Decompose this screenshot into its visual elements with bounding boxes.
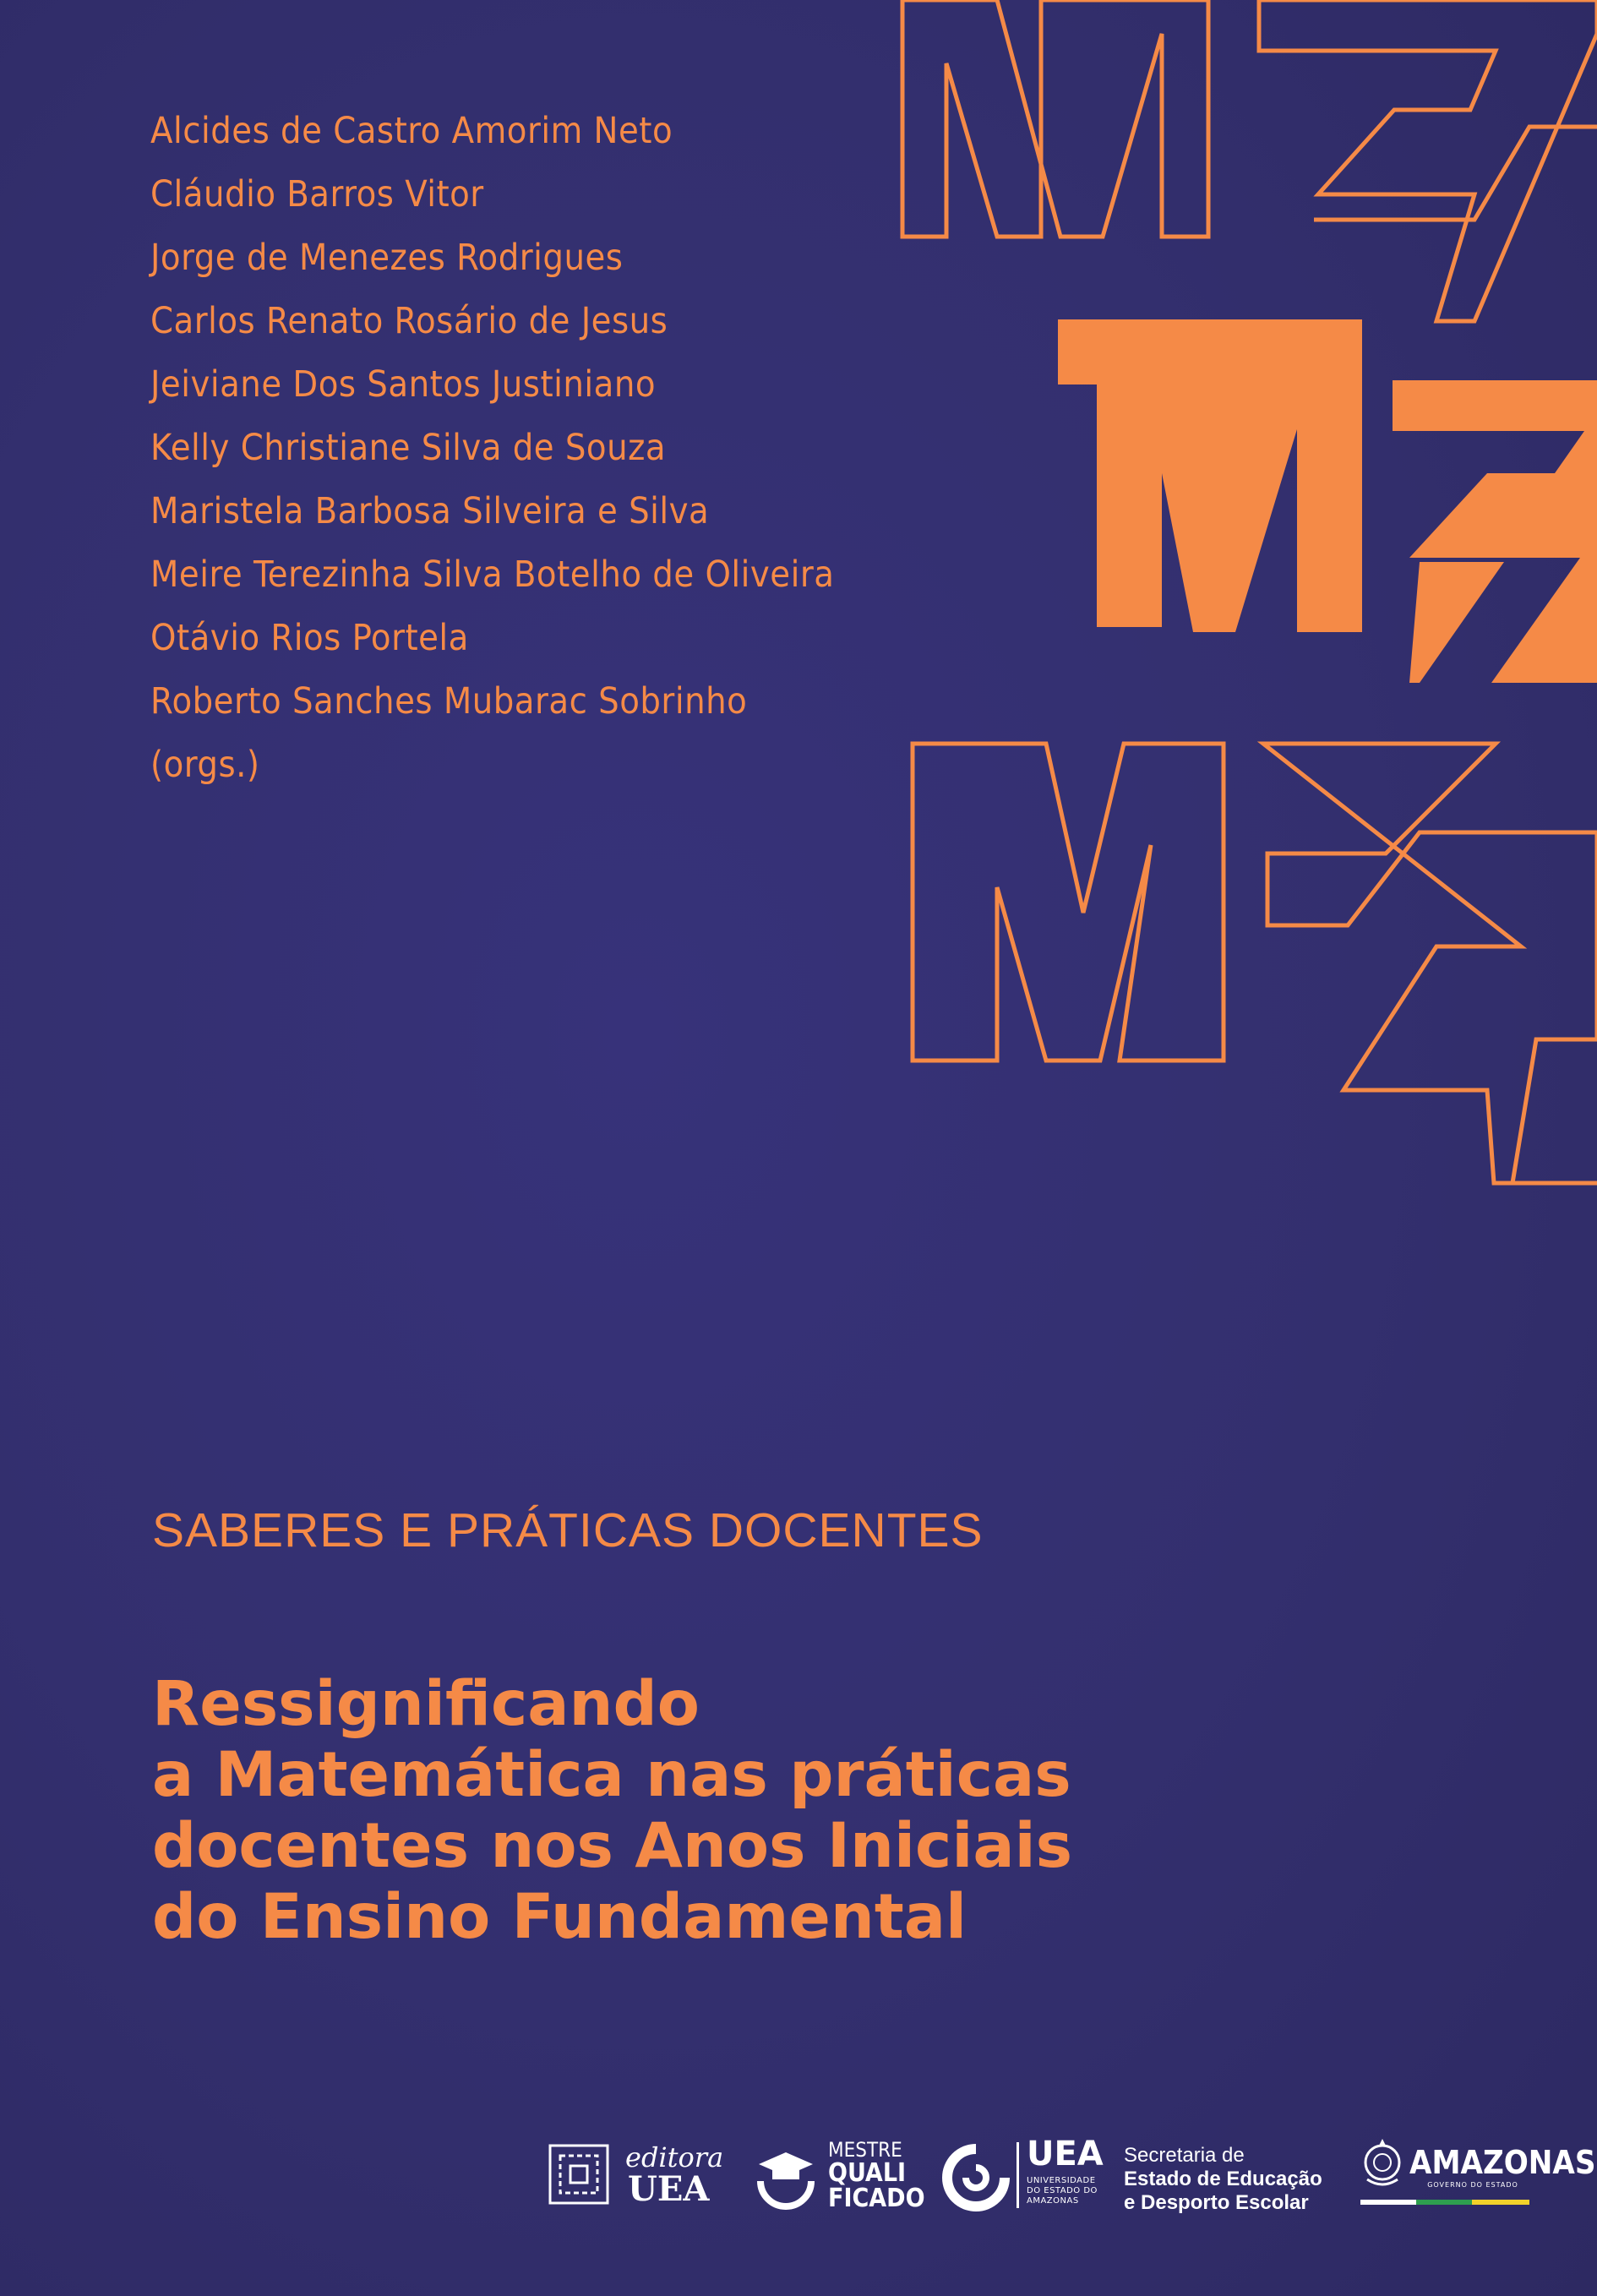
author-name: Meire Terezinha Silva Botelho de Oliveira bbox=[150, 554, 835, 596]
uea-sub-line: DO ESTADO DO bbox=[1027, 2186, 1098, 2195]
author-name: Cláudio Barros Vitor bbox=[150, 173, 484, 215]
editora-emblem-icon bbox=[547, 2142, 611, 2206]
author-name: Roberto Sanches Mubarac Sobrinho bbox=[150, 680, 748, 723]
author-name: Kelly Christiane Silva de Souza bbox=[150, 427, 667, 469]
author-name: Maristela Barbosa Silveira e Silva bbox=[150, 490, 710, 532]
sponsor-logos bbox=[545, 2134, 1596, 2218]
coat-of-arms-icon bbox=[1360, 2137, 1404, 2191]
author-name: Jorge de Menezes Rodrigues bbox=[150, 237, 624, 279]
flag-stripe-yellow bbox=[1472, 2200, 1529, 2205]
title-line: docentes nos Anos Iniciais bbox=[152, 1810, 1073, 1882]
book-title bbox=[152, 1669, 1072, 1953]
title-line: a Matemática nas práticas bbox=[152, 1739, 1071, 1811]
title-line: do Ensino Fundamental bbox=[152, 1881, 967, 1953]
title-line: Ressignificando bbox=[152, 1668, 700, 1740]
mestre-qualificado-logo bbox=[752, 2134, 925, 2218]
mestre-line1: MESTRE bbox=[828, 2138, 902, 2162]
flag-stripe-white bbox=[1360, 2200, 1416, 2205]
editora-uea-logo bbox=[545, 2134, 722, 2218]
uea-sub-line: AMAZONAS bbox=[1027, 2196, 1079, 2206]
author-name: Otávio Rios Portela bbox=[150, 617, 469, 659]
amazonas-subtitle: GOVERNO DO ESTADO bbox=[1427, 2181, 1518, 2189]
author-name: Jeiviane Dos Santos Justiniano bbox=[150, 363, 657, 406]
outline-7-top-b bbox=[1314, 127, 1597, 220]
uea-sub-line: UNIVERSIDADE bbox=[1027, 2176, 1096, 2185]
uea-name: UEA bbox=[1027, 2135, 1104, 2173]
seduc-logo bbox=[1124, 2144, 1352, 2228]
outline-7-top bbox=[1259, 0, 1597, 321]
graduation-cap-icon bbox=[752, 2144, 820, 2211]
series-title: SABERES E PRÁTICAS DOCENTES bbox=[152, 1503, 984, 1557]
editora-name: UEA bbox=[628, 2169, 710, 2209]
outline-7-bottom bbox=[1263, 744, 1597, 1183]
author-name: Carlos Renato Rosário de Jesus bbox=[150, 300, 668, 342]
mestre-line2: QUALI bbox=[828, 2158, 907, 2188]
author-name: Alcides de Castro Amorim Neto bbox=[150, 110, 673, 152]
amazonas-name: AMAZONAS bbox=[1409, 2144, 1596, 2181]
amazonas-government-logo bbox=[1360, 2134, 1596, 2218]
uea-logo bbox=[942, 2134, 1103, 2218]
outline-m-bottom bbox=[913, 744, 1224, 1061]
seduc-line3-text: e Desporto Escolar bbox=[1124, 2191, 1309, 2214]
solid-m bbox=[1058, 319, 1362, 632]
seduc-line1: Secretaria de bbox=[1124, 2144, 1245, 2167]
editora-word: editora bbox=[625, 2141, 724, 2173]
outline-m-top bbox=[902, 0, 1208, 237]
uea-divider bbox=[1017, 2142, 1019, 2208]
organizers-note: (orgs.) bbox=[150, 744, 260, 786]
uea-emblem-icon bbox=[942, 2144, 1010, 2211]
solid-7-tail bbox=[1409, 562, 1504, 683]
flag-stripe-green bbox=[1416, 2200, 1472, 2205]
authors-list bbox=[150, 100, 834, 797]
uea-subtitle bbox=[1027, 2176, 1098, 2206]
mestre-line3: FICADO bbox=[828, 2184, 925, 2213]
seduc-line3 bbox=[1124, 2191, 1352, 2215]
flag-stripe bbox=[1360, 2200, 1529, 2205]
seduc-line2-text: Estado de Educação bbox=[1124, 2168, 1322, 2190]
seduc-line2 bbox=[1124, 2168, 1352, 2191]
mestre-text bbox=[828, 2139, 925, 2211]
